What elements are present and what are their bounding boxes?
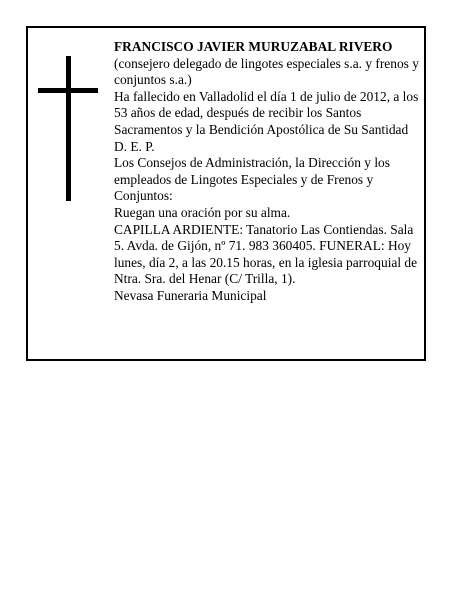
cross-icon <box>38 56 98 201</box>
deceased-name: FRANCISCO JAVIER MURUZABAL RIVERO <box>114 39 393 54</box>
chapel-and-funeral-details: CAPILLA ARDIENTE: Tanatorio Las Contiendas. Sala 5. Avda. de Gijón, nº 71. 983 360405. FUNERAL: Hoy lunes, día 2, a las 20.15 horas, en la iglesia parroquial de Ntra. Sra. del Henar (C/ Trilla, 1). <box>114 221 418 287</box>
mourners: Los Consejos de Administración, la Dirección y los empleados de Lingotes Especiales y de Frenos y Conjuntos: <box>114 155 390 204</box>
cross-vertical-bar <box>66 56 71 201</box>
death-announcement: Ha fallecido en Valladolid el día 1 de julio de 2012, a los 53 años de edad, después de recibir los Santos Sacramentos y la Bendición Apostólica de Su Santidad <box>114 88 419 137</box>
rip-line: D. E. P. <box>114 138 155 154</box>
deceased-position: (consejero delegado de lingotes especiales s.a. y frenos y conjuntos s.a.) <box>114 55 419 88</box>
notice-text <box>114 39 426 305</box>
prayer-request: Ruegan una oración por su alma. <box>114 204 291 220</box>
obituary-notice <box>26 26 426 361</box>
cross-horizontal-bar <box>38 88 98 93</box>
funeral-home: Nevasa Funeraria Municipal <box>114 287 267 303</box>
